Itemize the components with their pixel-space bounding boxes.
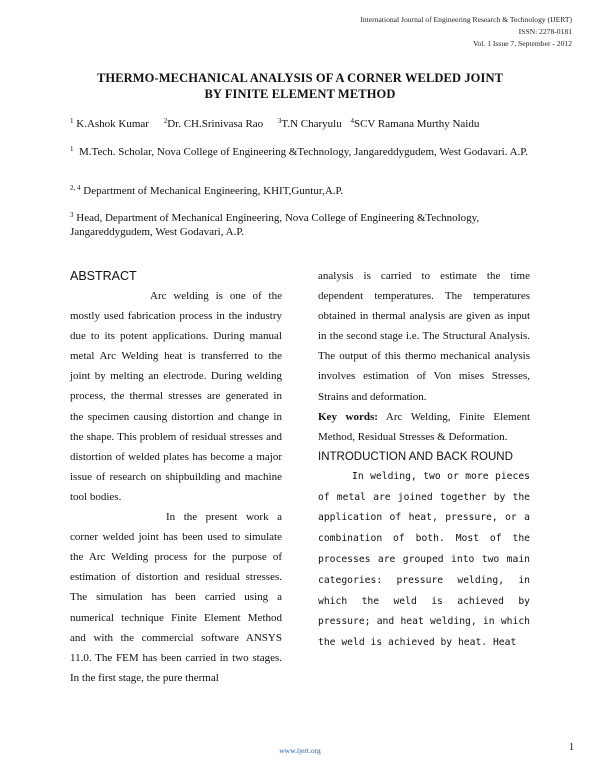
abstract-paragraph-2: In the present work a corner welded joint has been used to simulate the Arc Welding process for the purpose of estimation of distortion and residual stresses. The simulation has been carried using a numerical technique Finite Element Method and with the commercial software ANSYS 11.0. The FEM has been carried in two stages. In the first stage, the pure thermal [70, 511, 282, 684]
keywords-label: Key words: [318, 410, 378, 423]
affiliation-2-sup: 2, 4 [70, 184, 81, 192]
author-1-name: K.Ashok Kumar [76, 118, 149, 130]
page-number: 1 [569, 742, 574, 753]
journal-header [360, 14, 572, 50]
author-1-sup: 1 [70, 117, 74, 125]
author-2-sup: 2 [163, 117, 168, 125]
journal-volume: Vol. 1 Issue 7, September - 2012 [473, 39, 572, 48]
affiliation-3-text: Head, Department of Mechanical Engineering, Nova College of Engineering &Technology, Jangareddygudem, West Godavari, A.P. [70, 212, 480, 238]
title-line-2: BY FINITE ELEMENT METHOD [204, 87, 396, 101]
keywords-text: Arc Welding, Finite Element Method, Residual Stresses & Deformation. [318, 410, 531, 443]
author-list [70, 117, 491, 131]
abstract-paragraph-1: Arc welding is one of the mostly used fabrication process in the industry due to its potent applications. During manual metal Arc Welding heat is transferred to the joint by melting an electrode. During welding process, the thermal stresses are generated in the specimen causing distortion and change in the shape. This problem of residual stresses and distortion of welded plates has become a major issue of research on shipbuilding and machine tool bodies. [70, 290, 282, 503]
author-2 [164, 118, 263, 130]
author-3-sup: 3 [277, 117, 282, 125]
affiliation-3-sup: 3 [70, 211, 74, 219]
abstract-paragraph-3: analysis is carried to estimate the time dependent temperatures. The temperatures obtained in thermal analysis are given as input in the second stage i.e. The Structural Analysis. The output of this thermo mechanical analysis involves estimation of Von mises Stresses, Strains and deformation. [318, 270, 530, 403]
journal-name: International Journal of Engineering Research & Technology (IJERT) [360, 15, 572, 24]
introduction-heading: INTRODUCTION AND BACK ROUND [318, 450, 513, 463]
author-2-name: Dr. CH.Srinivasa Rao [167, 118, 264, 130]
paper-title [40, 70, 560, 102]
title-line-1: THERMO-MECHANICAL ANALYSIS OF A CORNER WELDED JOINT [96, 71, 504, 85]
keywords [318, 407, 530, 447]
journal-issn: ISSN: 2278-0181 [518, 27, 572, 36]
abstract-heading: ABSTRACT [70, 269, 137, 283]
affiliation-1 [70, 145, 532, 159]
author-4-sup: 4 [350, 117, 354, 125]
author-4 [350, 118, 479, 130]
footer-url-link[interactable]: www.ijert.org [279, 746, 321, 755]
affiliation-1-sup: 1 [70, 145, 74, 153]
right-column [318, 266, 530, 654]
left-column [70, 266, 282, 688]
author-3 [278, 118, 342, 130]
author-1 [70, 118, 149, 130]
affiliation-2 [70, 184, 532, 198]
affiliation-2-text: Department of Mechanical Engineering, KHIT,Guntur,A.P. [83, 185, 344, 197]
affiliation-3 [70, 211, 532, 239]
author-3-name: T.N Charyulu [281, 118, 342, 130]
author-4-name: SCV Ramana Murthy Naidu [353, 118, 480, 130]
introduction-paragraph: In welding, two or more pieces of metal are joined together by the application of heat, pressure, or a combination of both. Most of the processes are grouped into two main categories: pressure welding, in which the weld is achieved by pressure; and heat welding, in which the weld is achieved by heat. Heat [318, 470, 530, 649]
affiliation-1-text: M.Tech. Scholar, Nova College of Engineering &Technology, Jangareddygudem, West Godavari. A.P. [79, 146, 528, 158]
